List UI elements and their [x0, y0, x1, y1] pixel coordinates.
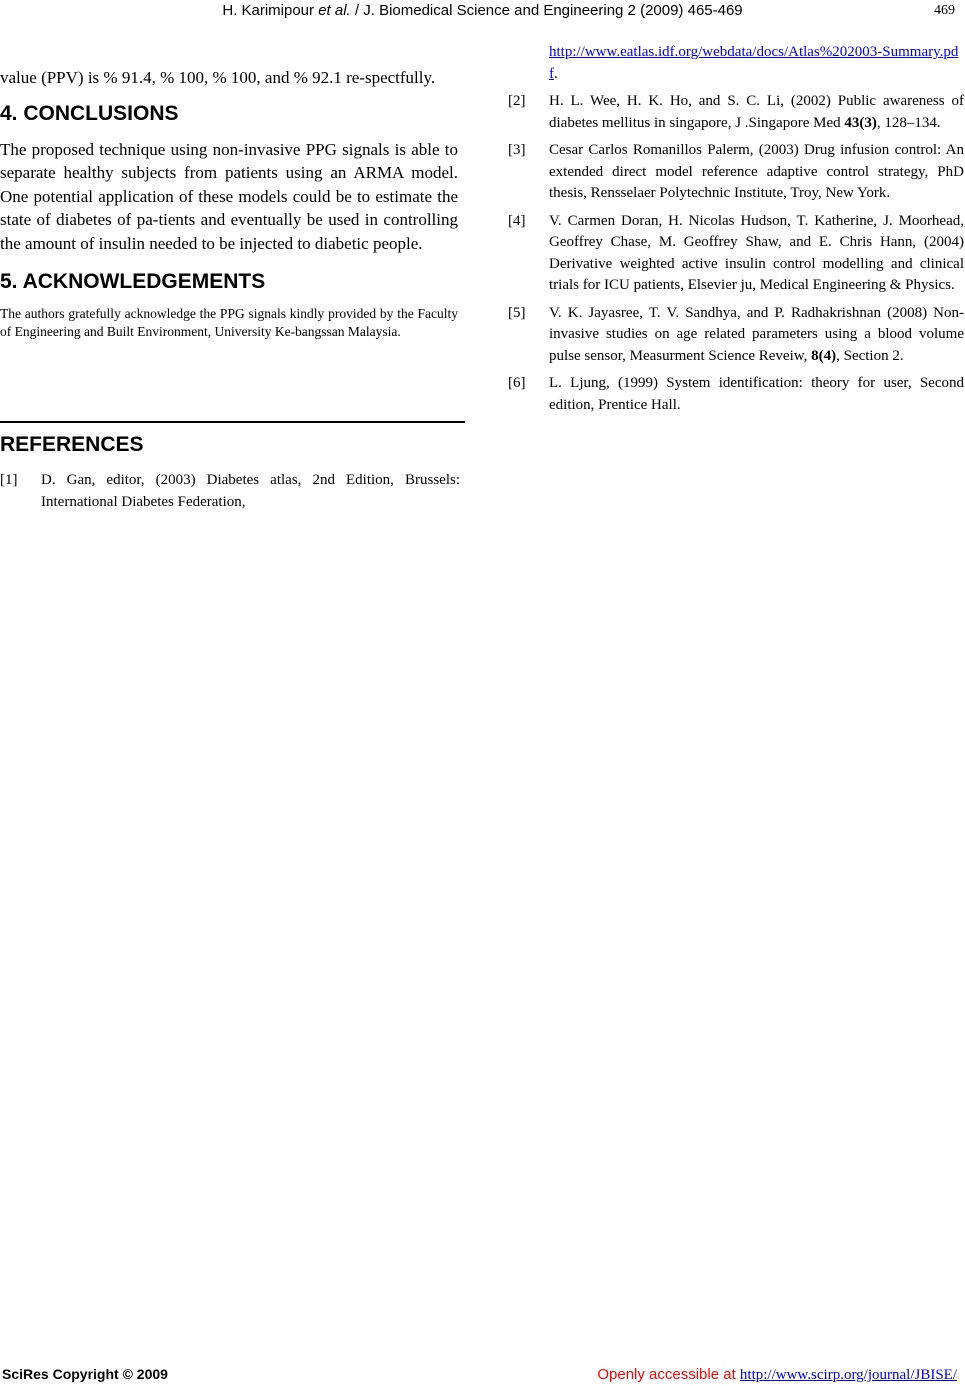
reference-item	[508, 373, 964, 416]
reference-number: [5]	[508, 304, 526, 321]
reference-item	[508, 140, 964, 205]
reference-text: V. Carmen Doran, H. Nicolas Hudson, T. Katherine, J. Moorhead, Geoffrey Chase, M. Geoffrey Shaw, and E. Chris Hann, (2004) Derivative weighted active insulin control modelling and clinical trials for ICU patients, Elsevier ju, Medical Engineering & Physics.	[549, 212, 964, 293]
reference-link-period: .	[554, 65, 558, 82]
running-title	[0, 2, 965, 19]
reference-number: [3]	[508, 142, 526, 158]
footer-access	[597, 1366, 957, 1384]
reference-list-left	[0, 470, 460, 513]
footer-journal-link[interactable]: http://www.scirp.org/journal/JBISE/	[739, 1367, 957, 1383]
right-column	[508, 42, 964, 416]
acknowledgements-heading: 5. ACKNOWLEDGEMENTS	[0, 269, 266, 293]
reference-continuation	[508, 42, 964, 85]
reference-text: D. Gan, editor, (2003) Diabetes atlas, 2nd Edition, Brussels: International Diabetes Federation,	[41, 472, 460, 510]
reference-item	[0, 470, 460, 513]
reference-number: [6]	[508, 375, 526, 391]
reference-item	[508, 91, 964, 134]
reference-item	[508, 303, 964, 368]
header-authors: H. Karimipour	[222, 2, 315, 19]
reference-volume: 8(4)	[811, 347, 837, 364]
header-etal: et al.	[318, 2, 351, 19]
left-column	[0, 66, 458, 342]
reference-pages: , Section 2.	[836, 347, 904, 364]
reference-text: L. Ljung, (1999) System identification: theory for user, Second edition, Prentice Hall.	[549, 375, 964, 413]
intro-paragraph: value (PPV) is % 91.4, % 100, % 100, and % 92.1 re-spectfully.	[0, 68, 436, 87]
reference-number: [4]	[508, 212, 526, 229]
acknowledgements-paragraph: The authors gratefully acknowledge the PPG signals kindly provided by the Faculty of Engineering and Built Environment, University Ke-bangssan Malaysia.	[0, 305, 458, 340]
reference-item	[508, 211, 964, 297]
running-header	[0, 0, 965, 24]
conclusions-heading: 4. CONCLUSIONS	[0, 101, 179, 125]
header-journal: / J. Biomedical Science and Engineering 2 (2009) 465-469	[350, 2, 743, 19]
reference-volume: 43(3)	[844, 114, 877, 131]
conclusions-paragraph: The proposed technique using non-invasive PPG signals is able to separate healthy subjects from patients using an ARMA model. One potential application of these models could be to estimate the state of diabetes of pa-tients and eventually be used in controlling the amount of insulin needed to be injected to diabetic people.	[0, 139, 458, 253]
reference-text: V. K. Jayasree, T. V. Sandhya, and P. Radhakrishnan (2008) Non-invasive studies on age related parameters using a blood volume pulse sensor, Measurment Science Reveiw,	[549, 304, 964, 364]
reference-text: H. L. Wee, H. K. Ho, and S. C. Li, (2002) Public awareness of diabetes mellitus in singapore, J .Singapore Med	[549, 93, 964, 131]
footer-copyright: SciRes Copyright © 2009	[2, 1366, 168, 1382]
page-number: 469	[934, 3, 955, 18]
section-divider	[0, 421, 465, 423]
references-heading: REFERENCES	[0, 433, 144, 456]
reference-text: Cesar Carlos Romanillos Palerm, (2003) Drug infusion control: An extended direct model reference adaptive control strategy, PhD thesis, Rensselaer Polytechnic Institute, Troy, New York.	[549, 142, 964, 201]
reference-link[interactable]: http://www.eatlas.idf.org/webdata/docs/Atlas%202003-Summary.pdf	[549, 44, 959, 82]
reference-number: [1]	[0, 472, 18, 488]
reference-pages: , 128–134.	[876, 114, 941, 131]
reference-number: [2]	[508, 93, 526, 109]
footer-access-label: Openly accessible at	[597, 1366, 740, 1383]
